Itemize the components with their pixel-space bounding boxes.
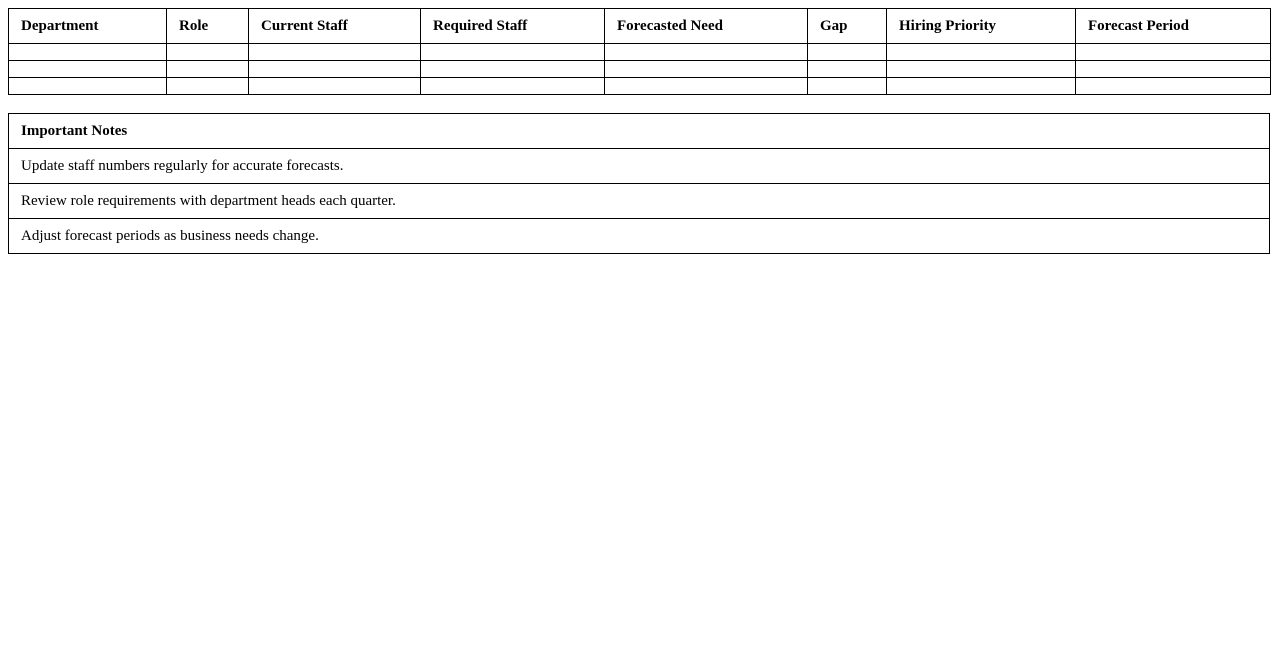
page-content xyxy=(8,8,1270,254)
notes-title: Important Notes xyxy=(9,114,1270,149)
table-cell-role[interactable] xyxy=(167,78,249,95)
note-text: Review role requirements with department heads each quarter. xyxy=(9,184,1270,219)
column-header-forecasted-need: Forecasted Need xyxy=(605,9,808,44)
table-cell-hiring-priority[interactable] xyxy=(887,44,1076,61)
workforce-forecast-table xyxy=(8,8,1271,95)
table-cell-required-staff[interactable] xyxy=(421,61,605,78)
table-cell-role[interactable] xyxy=(167,44,249,61)
table-cell-current-staff[interactable] xyxy=(249,44,421,61)
important-notes-table xyxy=(8,113,1270,254)
table-cell-current-staff[interactable] xyxy=(249,78,421,95)
table-cell-department[interactable] xyxy=(9,61,167,78)
table-row xyxy=(9,44,1271,61)
table-cell-forecast-period[interactable] xyxy=(1076,61,1271,78)
table-cell-forecasted-need[interactable] xyxy=(605,78,808,95)
column-header-gap: Gap xyxy=(808,9,887,44)
table-cell-forecast-period[interactable] xyxy=(1076,78,1271,95)
table-cell-forecasted-need[interactable] xyxy=(605,44,808,61)
column-header-department: Department xyxy=(9,9,167,44)
table-row xyxy=(9,61,1271,78)
table-cell-department[interactable] xyxy=(9,44,167,61)
note-row xyxy=(9,219,1270,254)
table-cell-required-staff[interactable] xyxy=(421,78,605,95)
column-header-forecast-period: Forecast Period xyxy=(1076,9,1271,44)
table-header-row xyxy=(9,9,1271,44)
note-text: Adjust forecast periods as business needs change. xyxy=(9,219,1270,254)
note-row xyxy=(9,149,1270,184)
table-cell-hiring-priority[interactable] xyxy=(887,78,1076,95)
column-header-role: Role xyxy=(167,9,249,44)
table-cell-department[interactable] xyxy=(9,78,167,95)
column-header-current-staff: Current Staff xyxy=(249,9,421,44)
table-cell-role[interactable] xyxy=(167,61,249,78)
table-cell-forecast-period[interactable] xyxy=(1076,44,1271,61)
note-row xyxy=(9,184,1270,219)
table-row xyxy=(9,78,1271,95)
table-cell-gap[interactable] xyxy=(808,61,887,78)
table-cell-forecasted-need[interactable] xyxy=(605,61,808,78)
table-cell-required-staff[interactable] xyxy=(421,44,605,61)
column-header-hiring-priority: Hiring Priority xyxy=(887,9,1076,44)
table-cell-current-staff[interactable] xyxy=(249,61,421,78)
note-text: Update staff numbers regularly for accurate forecasts. xyxy=(9,149,1270,184)
column-header-required-staff: Required Staff xyxy=(421,9,605,44)
table-cell-hiring-priority[interactable] xyxy=(887,61,1076,78)
table-cell-gap[interactable] xyxy=(808,78,887,95)
notes-header-row xyxy=(9,114,1270,149)
table-cell-gap[interactable] xyxy=(808,44,887,61)
